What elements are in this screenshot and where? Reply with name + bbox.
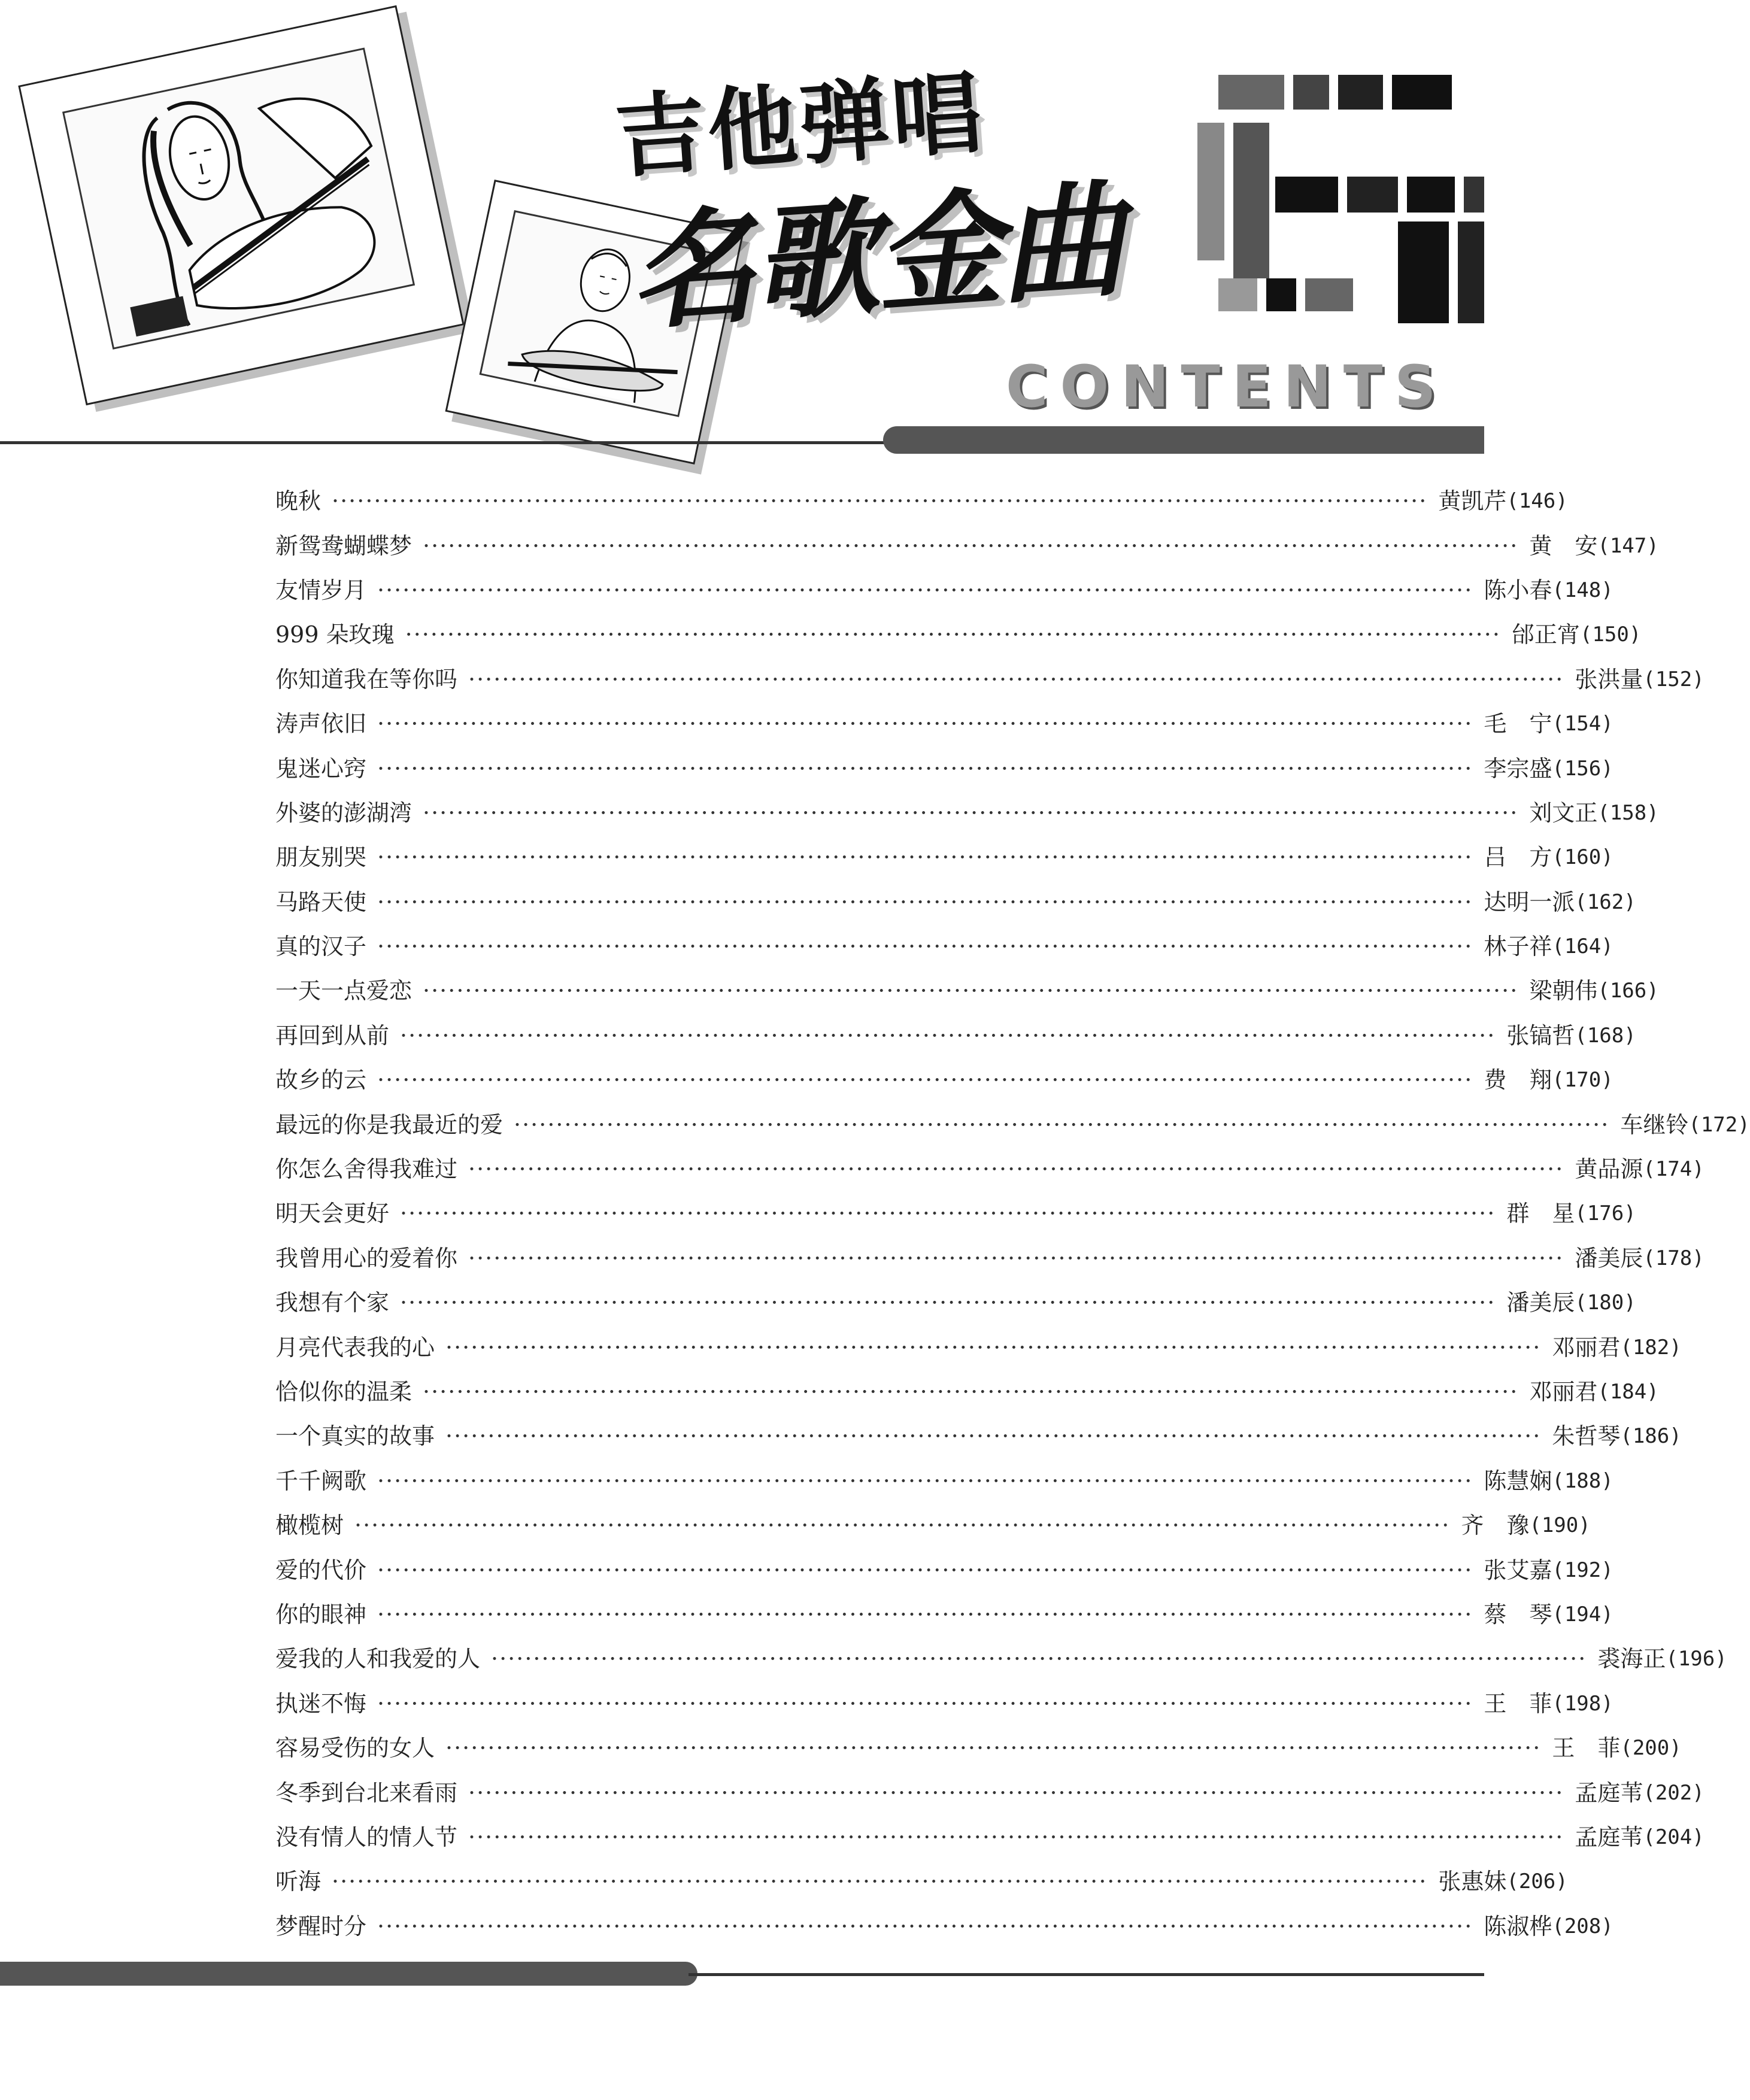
- toc-row[interactable]: 恰似你的温柔 ·································································································································· 邓丽君 (184): [275, 1379, 1659, 1405]
- toc-row[interactable]: 晚秋 ·································································································································· 黄凯芹 (146): [275, 488, 1568, 515]
- toc-row[interactable]: 明天会更好 ·································································································································· 群 星 (176): [275, 1200, 1636, 1227]
- guitarist-drawing: [65, 50, 413, 347]
- header-rule: [0, 441, 898, 444]
- toc-row[interactable]: 我想有个家 ·································································································································· 潘美辰 (180): [275, 1289, 1636, 1316]
- toc-row[interactable]: 爱我的人和我爱的人 ·································································································································· 裘海正 (196): [275, 1646, 1727, 1673]
- toc-list: [275, 479, 1750, 1949]
- toc-row[interactable]: 容易受伤的女人 ·································································································································· 王 菲 (200): [275, 1735, 1682, 1762]
- toc-row[interactable]: 没有情人的情人节 ·································································································································· 孟庭苇 (204): [275, 1823, 1704, 1850]
- toc-row[interactable]: 你怎么舍得我难过 ·································································································································· 黄品源 (174): [275, 1156, 1704, 1183]
- toc-row[interactable]: 月亮代表我的心 ·································································································································· 邓丽君 (182): [275, 1334, 1682, 1361]
- toc-row[interactable]: 真的汉子 ·································································································································· 林子祥 (164): [275, 933, 1613, 960]
- guitarist-illustration: [62, 47, 415, 349]
- header-bar: [883, 426, 1484, 454]
- toc-row[interactable]: 千千阙歌 ·································································································································· 陈慧娴 (188): [275, 1467, 1613, 1494]
- toc-row[interactable]: 执迷不悔 ·································································································································· 王 菲 (198): [275, 1690, 1613, 1717]
- photo-frame-guitarist: [18, 5, 464, 405]
- footer-rule: [689, 1973, 1484, 1976]
- toc-row[interactable]: 再回到从前 ·································································································································· 张镐哲 (168): [275, 1022, 1636, 1049]
- toc-row[interactable]: 故乡的云 ·································································································································· 费 翔 (170): [275, 1067, 1613, 1094]
- toc-row[interactable]: 涛声依旧 ·································································································································· 毛 宁 (154): [275, 711, 1613, 738]
- title-sub: 名歌金曲: [624, 165, 1127, 348]
- toc-row[interactable]: 最远的你是我最近的爱 ·································································································································· 车继铃 (172): [275, 1111, 1750, 1138]
- toc-row[interactable]: 外婆的澎湖湾 ·································································································································· 刘文正 (158): [275, 799, 1659, 826]
- toc-row[interactable]: 听海 ·································································································································· 张惠妹 (206): [275, 1868, 1568, 1895]
- toc-row[interactable]: 一个真实的故事 ·································································································································· 朱哲琴 (186): [275, 1423, 1682, 1450]
- toc-row[interactable]: 999 朵玫瑰 ·································································································································· 邰正宵 (150): [275, 621, 1642, 648]
- toc-row[interactable]: 朋友别哭 ·································································································································· 吕 方 (160): [275, 844, 1613, 871]
- toc-row[interactable]: 新鸳鸯蝴蝶梦 ·································································································································· 黄 安 (147): [275, 532, 1659, 559]
- toc-row[interactable]: 你的眼神 ·································································································································· 蔡 琴 (194): [275, 1601, 1613, 1628]
- footer-bar: [0, 1962, 697, 1986]
- toc-row[interactable]: 一天一点爱恋 ·································································································································· 梁朝伟 (166): [275, 978, 1659, 1005]
- toc-row[interactable]: 友情岁月 ·································································································································· 陈小春 (148): [275, 576, 1613, 603]
- toc-row[interactable]: 爱的代价 ·································································································································· 张艾嘉 (192): [275, 1556, 1613, 1583]
- toc-row[interactable]: 鬼迷心窍 ·································································································································· 李宗盛 (156): [275, 755, 1613, 782]
- toc-row[interactable]: 马路天使 ·································································································································· 达明一派 (162): [275, 888, 1636, 915]
- title-main: 吉他弹唱: [612, 60, 988, 191]
- toc-row[interactable]: 冬季到台北来看雨 ·································································································································· 孟庭苇 (202): [275, 1779, 1704, 1806]
- toc-row[interactable]: 你知道我在等你吗 ·································································································································· 张洪量 (152): [275, 666, 1704, 693]
- toc-row[interactable]: 橄榄树 ·································································································································· 齐 豫 (190): [275, 1512, 1591, 1539]
- toc-row[interactable]: 梦醒时分 ·································································································································· 陈淑桦 (208): [275, 1913, 1613, 1940]
- contents-heading: CONTENTS: [1006, 353, 1448, 420]
- toc-row[interactable]: 我曾用心的爱着你 ·································································································································· 潘美辰 (178): [275, 1245, 1704, 1271]
